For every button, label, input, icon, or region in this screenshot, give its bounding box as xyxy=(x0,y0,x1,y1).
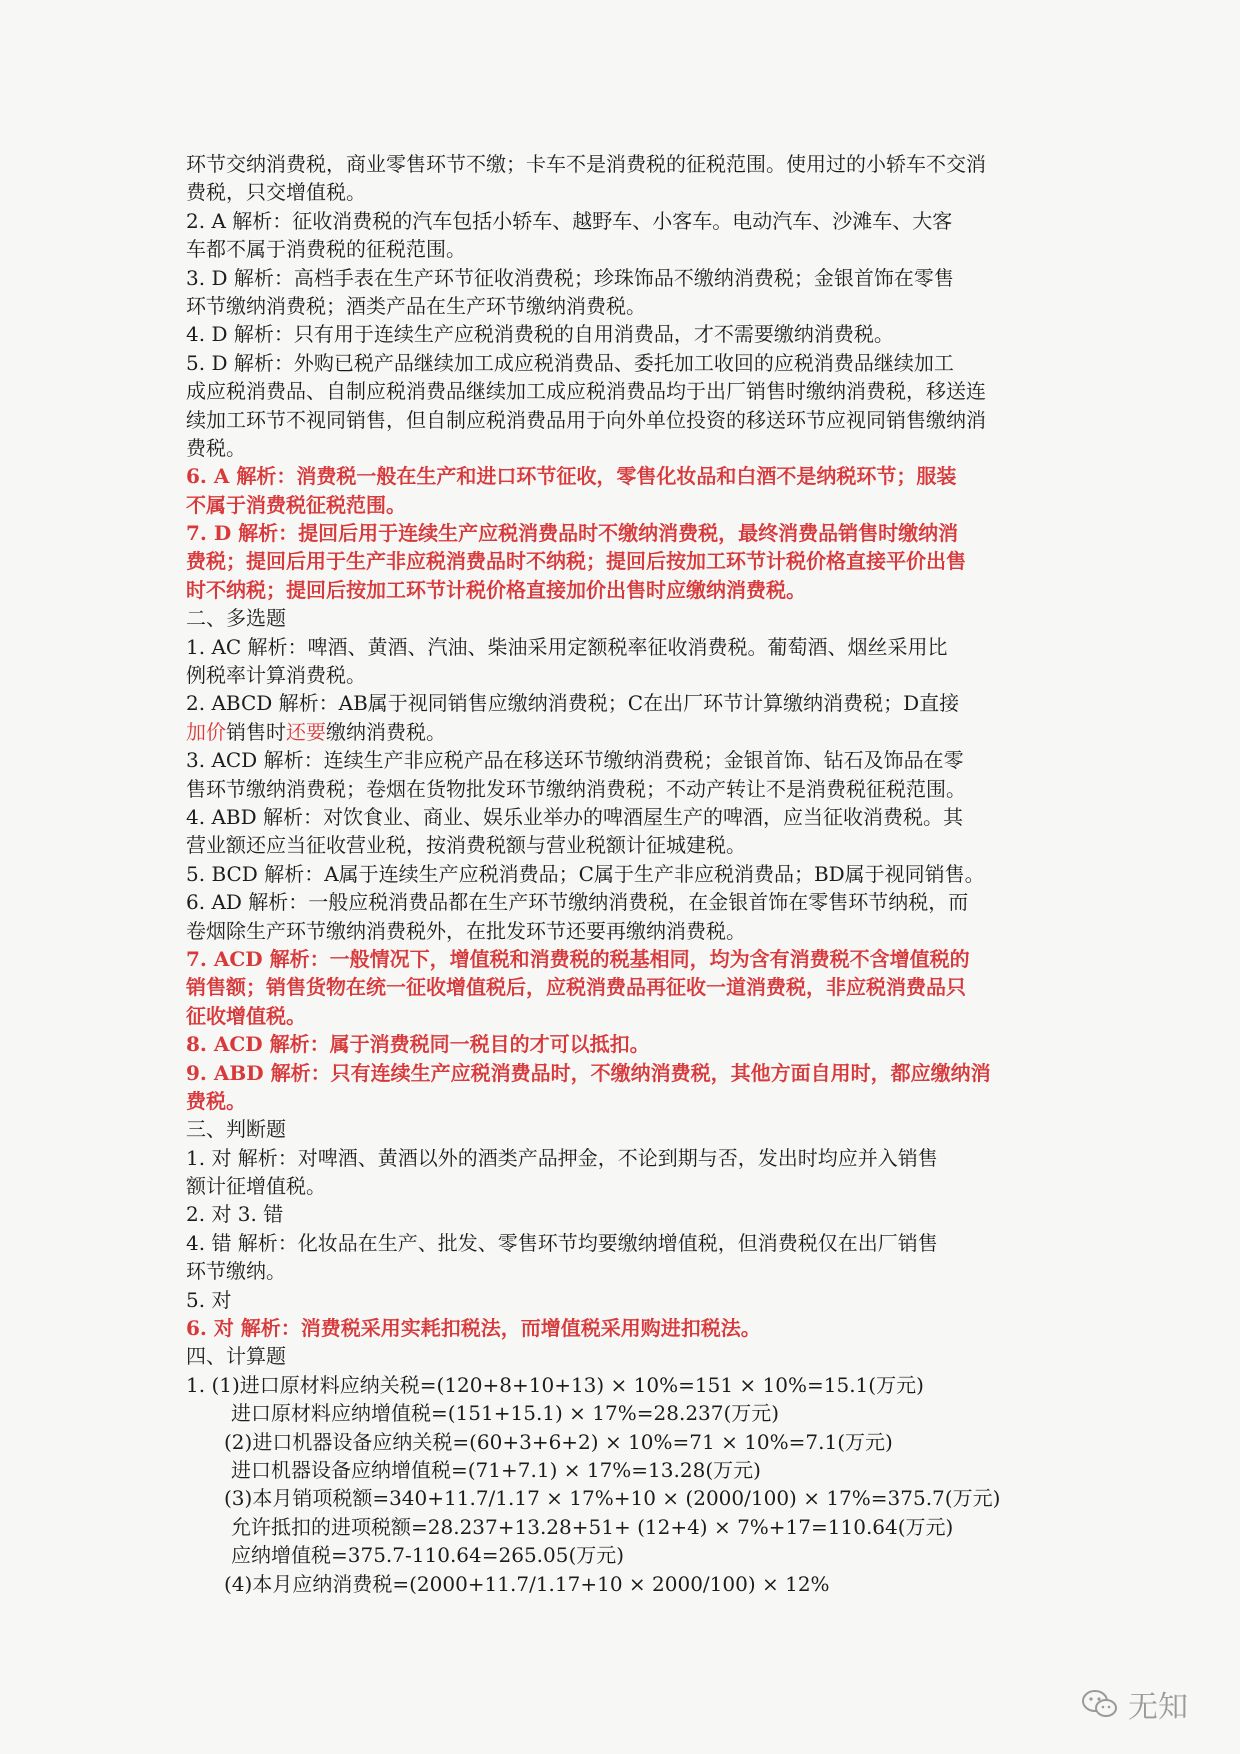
text-line: 环节交纳消费税，商业零售环节不缴；卡车不是消费税的征税范围。使用过的小轿车不交消 xyxy=(186,152,986,176)
text-line: 2. ABCD 解析：AB属于视同销售应缴纳消费税；C在出厂环节计算缴纳消费税；D直接 xyxy=(186,691,960,716)
text-segment: 还要 xyxy=(286,719,326,744)
text-line: 3. D 解析：高档手表在生产环节征收消费税；珍珠饰品不缴纳消费税；金银首饰在零售 xyxy=(186,265,954,290)
text-line: 售环节缴纳消费税；卷烟在货物批发环节缴纳消费税；不动产转让不是消费税征税范围。 xyxy=(186,776,966,801)
text-line: 额计征增值税。 xyxy=(186,1174,326,1199)
text-segment: 缴纳消费税。 xyxy=(326,719,446,744)
text-line: (2)进口机器设备应纳关税=(60+3+6+2) × 10%=71 × 10%=7.1(万元) xyxy=(224,1429,893,1454)
text-segment: 销售时 xyxy=(226,719,286,744)
watermark xyxy=(1080,1682,1188,1726)
text-line: 5. 对 xyxy=(186,1287,232,1312)
text-line: 环节缴纳消费税；酒类产品在生产环节缴纳消费税。 xyxy=(186,293,646,318)
text-line: 1. 对 解析：对啤酒、黄酒以外的酒类产品押金，不论到期与否，发出时均应并入销售 xyxy=(186,1145,938,1170)
text-line: (4)本月应纳消费税=(2000+11.7/1.17+10 × 2000/100) × 12% xyxy=(224,1571,830,1596)
text-line: 费税。 xyxy=(186,435,246,460)
text-line: 时不纳税；提回后按加工环节计税价格直接加价出售时应缴纳消费税。 xyxy=(186,577,806,602)
text-line xyxy=(186,718,1066,746)
text-line: 四、计算题 xyxy=(186,1344,286,1369)
text-line: 4. D 解析：只有用于连续生产应税消费税的自用消费品，才不需要缴纳消费税。 xyxy=(186,322,894,347)
text-line: 环节缴纳。 xyxy=(186,1259,286,1284)
document-body xyxy=(186,150,1066,1598)
text-line: 不属于消费税征税范围。 xyxy=(186,492,406,517)
text-line: 9. ABD 解析：只有连续生产应税消费品时，不缴纳消费税，其他方面自用时，都应缴纳消 xyxy=(186,1060,991,1085)
text-line: 6. A 解析：消费税一般在生产和进口环节征收，零售化妆品和白酒不是纳税环节；服装 xyxy=(186,464,957,489)
text-line: 6. 对 解析：消费税采用实耗扣税法，而增值税采用购进扣税法。 xyxy=(186,1316,761,1341)
text-line: 1. (1)进口原材料应纳关税=(120+8+10+13) × 10%=151 × 10%=15.1(万元) xyxy=(186,1372,924,1397)
wechat-icon xyxy=(1080,1688,1120,1720)
text-line: 5. D 解析：外购已税产品继续加工成应税消费品、委托加工收回的应税消费品继续加工 xyxy=(186,350,954,375)
text-line: 2. A 解析：征收消费税的汽车包括小轿车、越野车、小客车。电动汽车、沙滩车、大客 xyxy=(186,208,953,233)
watermark-text: 无知 xyxy=(1128,1690,1188,1725)
text-line: 征收增值税。 xyxy=(186,1003,306,1028)
text-line: 成应税消费品、自制应税消费品继续加工成应税消费品均于出厂销售时缴纳消费税，移送连 xyxy=(186,379,986,404)
text-line: 三、判断题 xyxy=(186,1117,286,1142)
text-line: 2. 对 3. 错 xyxy=(186,1202,284,1227)
text-line: 进口原材料应纳增值税=(151+15.1) × 17%=28.237(万元) xyxy=(231,1401,780,1426)
text-line: 7. D 解析：提回后用于连续生产应税消费品时不缴纳消费税，最终消费品销售时缴纳消 xyxy=(186,521,959,546)
text-line: 进口机器设备应纳增值税=(71+7.1) × 17%=13.28(万元) xyxy=(231,1457,761,1482)
text-line: 续加工环节不视同销售，但自制应税消费品用于向外单位投资的移送环节应视同销售缴纳消 xyxy=(186,407,986,432)
text-line: 4. 错 解析：化妆品在生产、批发、零售环节均要缴纳增值税，但消费税仅在出厂销售 xyxy=(186,1230,938,1255)
text-line: 3. ACD 解析：连续生产非应税产品在移送环节缴纳消费税；金银首饰、钻石及饰品在零 xyxy=(186,748,964,773)
text-line: 费税；提回后用于生产非应税消费品时不纳税；提回后按加工环节计税价格直接平价出售 xyxy=(186,549,966,574)
text-line: 6. AD 解析：一般应税消费品都在生产环节缴纳消费税，在金银首饰在零售环节纳税，而 xyxy=(186,890,969,915)
text-segment: 加价 xyxy=(186,719,226,744)
text-line: 例税率计算消费税。 xyxy=(186,663,366,688)
text-line: 7. ACD 解析：一般情况下，增值税和消费税的税基相同，均为含有消费税不含增值税的 xyxy=(186,946,970,971)
text-line: 5. BCD 解析：A属于连续生产应税消费品；C属于生产非应税消费品；BD属于视同销售。 xyxy=(186,861,985,886)
text-line: 营业额还应当征收营业税，按消费税额与营业税额计征城建税。 xyxy=(186,833,746,858)
text-line: 1. AC 解析：啤酒、黄酒、汽油、柴油采用定额税率征收消费税。葡萄酒、烟丝采用比 xyxy=(186,634,948,659)
text-line: 应纳增值税=375.7-110.64=265.05(万元) xyxy=(231,1543,625,1568)
text-line: 8. ACD 解析：属于消费税同一税目的才可以抵扣。 xyxy=(186,1032,650,1057)
text-line: 二、多选题 xyxy=(186,606,286,631)
text-line: 车都不属于消费税的征税范围。 xyxy=(186,237,466,262)
text-line: 4. ABD 解析：对饮食业、商业、娱乐业举办的啤酒屋生产的啤酒，应当征收消费税。其 xyxy=(186,804,963,829)
text-line: 销售额；销售货物在统一征收增值税后，应税消费品再征收一道消费税，非应税消费品只 xyxy=(186,975,966,1000)
text-line: 允许抵扣的进项税额=28.237+13.28+51+ (12+4) × 7%+17=110.64(万元) xyxy=(231,1514,954,1539)
text-line: (3)本月销项税额=340+11.7/1.17 × 17%+10 × (2000/100) × 17%=375.7(万元) xyxy=(224,1486,1001,1511)
text-line: 卷烟除生产环节缴纳消费税外，在批发环节还要再缴纳消费税。 xyxy=(186,918,746,943)
text-line: 费税。 xyxy=(186,1088,246,1113)
text-line: 费税，只交增值税。 xyxy=(186,180,366,205)
